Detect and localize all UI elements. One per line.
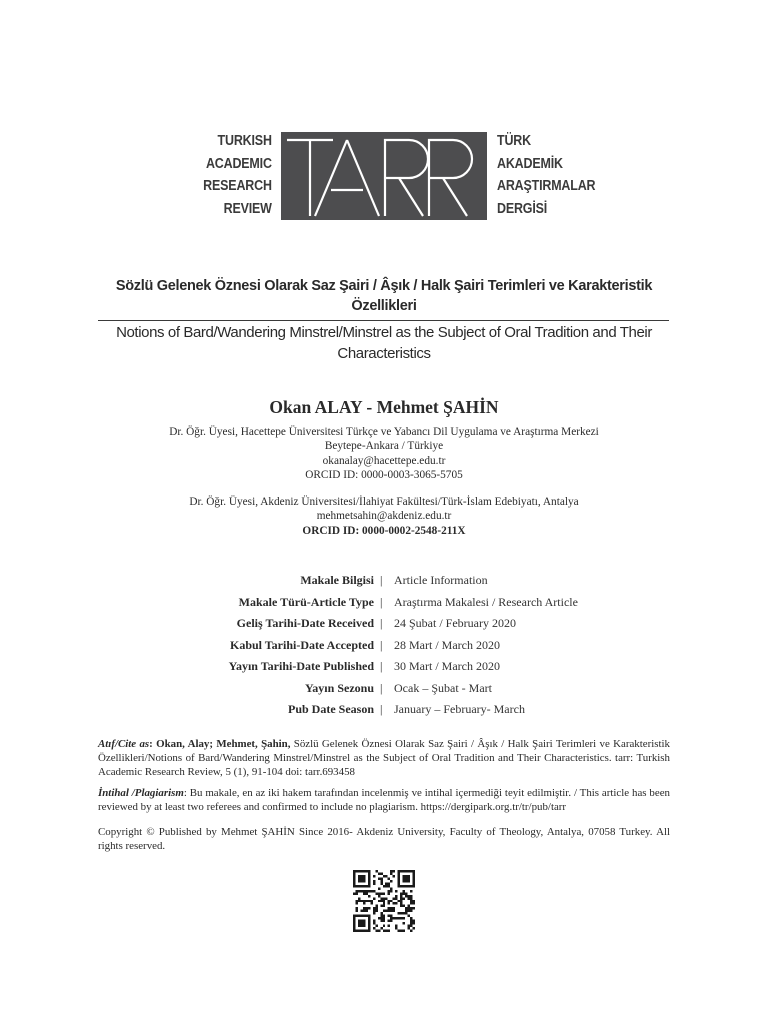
affiliation-2 [40,495,728,538]
info-value: Araştırma Makalesi / Research Article [394,594,578,609]
plagiarism-label: İntihal /Plagiarism [98,787,184,799]
info-value: Ocak – Şubat - Mart [394,680,492,695]
author-names: Okan ALAY - Mehmet ŞAHİN [269,397,499,417]
info-separator: | [380,616,383,630]
info-row [0,592,768,614]
info-label: Geliş Tarihi-Date Received [236,616,374,630]
article-title-turkish: Sözlü Gelenek Öznesi Olarak Saz Şairi / Âşık / Halk Şairi Terimleri ve Karakteristik Özellikleri [115,278,653,314]
info-separator: | [380,637,383,652]
logo-line: REVIEW [223,200,272,217]
plagiarism-block: İntihal /Plagiarism: Bu makale, en az iki hakem tarafından incelenmiş ve intihal içermediği teyit edilmiştir. / This article has been reviewed by at least two referees and confirmed to include no plagiarism. https://dergipark.org.tr/tr/pub/tarr [98,787,670,813]
affiliation-email[interactable]: okanalay@hacettepe.edu.tr [322,454,446,467]
info-row [0,635,768,657]
qr-code-icon[interactable] [351,870,417,932]
logo-mark [281,132,487,220]
info-row [0,678,768,700]
affiliation-location: Beytepe-Ankara / Türkiye [324,440,444,453]
info-value: 30 Mart / March 2020 [394,659,500,673]
info-row [0,570,768,592]
citation-text: Sözlü Gelenek Öznesi Olarak Saz Şairi / Âşık / Halk Şairi Terimleri ve Karakteristik Özellikleri/Notions of Bard/Wandering Minstrel/Minstrel as the Subject of Oral Tradition and Their Characteristics. tarr: Turkish Academic Research Review, 5 (1), 91-104 doi: tarr.693458 [98,738,670,778]
info-value: 24 Şubat / February 2020 [394,616,516,630]
citation-block: Atıf/Cite as: Okan, Alay; Mehmet, Şahin, Sözlü Gelenek Öznesi Olarak Saz Şairi / Âşık / Halk Şairi Terimleri ve Karakteristik Özellikleri/Notions of Bard/Wandering Minstrel/Minstrel as the Subject of Oral Tradition and Their Characteristics. tarr: Turkish Academic Research Review, 5 (1), 91-104 doi: tarr.693458 [98,738,670,778]
affiliation-institution: Dr. Öğr. Üyesi, Hacettepe Üniversitesi Türkçe ve Yabancı Dil Uygulama ve Araştırma Merkezi [169,426,599,438]
affiliation-1 [40,425,728,483]
info-value: 28 Mart / March 2020 [394,637,500,652]
info-label: Makale Türü-Article Type [238,594,374,609]
logo-line: DERGİSİ [497,200,548,217]
logo-line: ARAŞTIRMALAR [497,178,596,194]
citation-label: Atıf/Cite as [98,738,150,750]
info-separator: | [380,702,383,716]
info-value: January – February- March [394,702,525,716]
article-info-table [0,570,768,721]
logo-line: TÜRK [497,133,531,149]
info-label: Yayın Tarihi-Date Published [228,659,374,673]
citation-authors: Okan, Alay; Mehmet, Şahin, [156,738,291,750]
tarr-mark-icon [281,132,487,220]
info-separator: | [380,573,383,587]
title-divider [98,320,669,321]
info-row [0,656,768,678]
info-label: Makale Bilgisi [300,573,374,587]
info-separator: | [380,680,383,695]
info-value: Article Information [394,573,488,587]
logo-line: AKADEMİK [497,155,563,172]
info-label: Kabul Tarihi-Date Accepted [229,637,374,652]
info-label: Yayın Sezonu [304,680,374,695]
info-row [0,613,768,635]
affiliation-institution: Dr. Öğr. Üyesi, Akdeniz Üniversitesi/İlahiyat Fakültesi/Türk-İslam Edebiyatı, Antalya [189,496,579,508]
logo-line: TURKISH [217,133,272,149]
plagiarism-text: Bu makale, en az iki hakem tarafından incelenmiş ve intihal içermediği teyit edilmiştir. / This article has been reviewed by at least two referees and confirmed to include no plagiarism. https://dergipark.org.tr/tr/pub/tarr [98,787,670,813]
logo-line: RESEARCH [203,178,272,194]
info-separator: | [380,659,383,673]
affiliation-email[interactable]: mehmetsahin@akdeniz.edu.tr [316,510,452,523]
logo-turkish-name [497,130,595,220]
info-label: Pub Date Season [287,702,374,716]
copyright-notice: Copyright © Published by Mehmet ŞAHİN Since 2016- Akdeniz University, Faculty of Theology, Antalya, 07058 Turkey. All rights reserved. [98,826,670,852]
info-row [0,699,768,721]
info-separator: | [380,594,383,609]
logo-english-name [203,130,272,220]
logo-line: ACADEMIC [206,155,272,172]
affiliation-orcid[interactable]: ORCID ID: 0000-0003-3065-5705 [305,469,463,482]
article-title-english: Notions of Bard/Wandering Minstrel/Minstrel as the Subject of Oral Tradition and Their Characteristics [116,324,652,362]
journal-logo [0,130,768,222]
affiliation-orcid[interactable]: ORCID ID: 0000-0002-2548-211X [302,524,466,537]
